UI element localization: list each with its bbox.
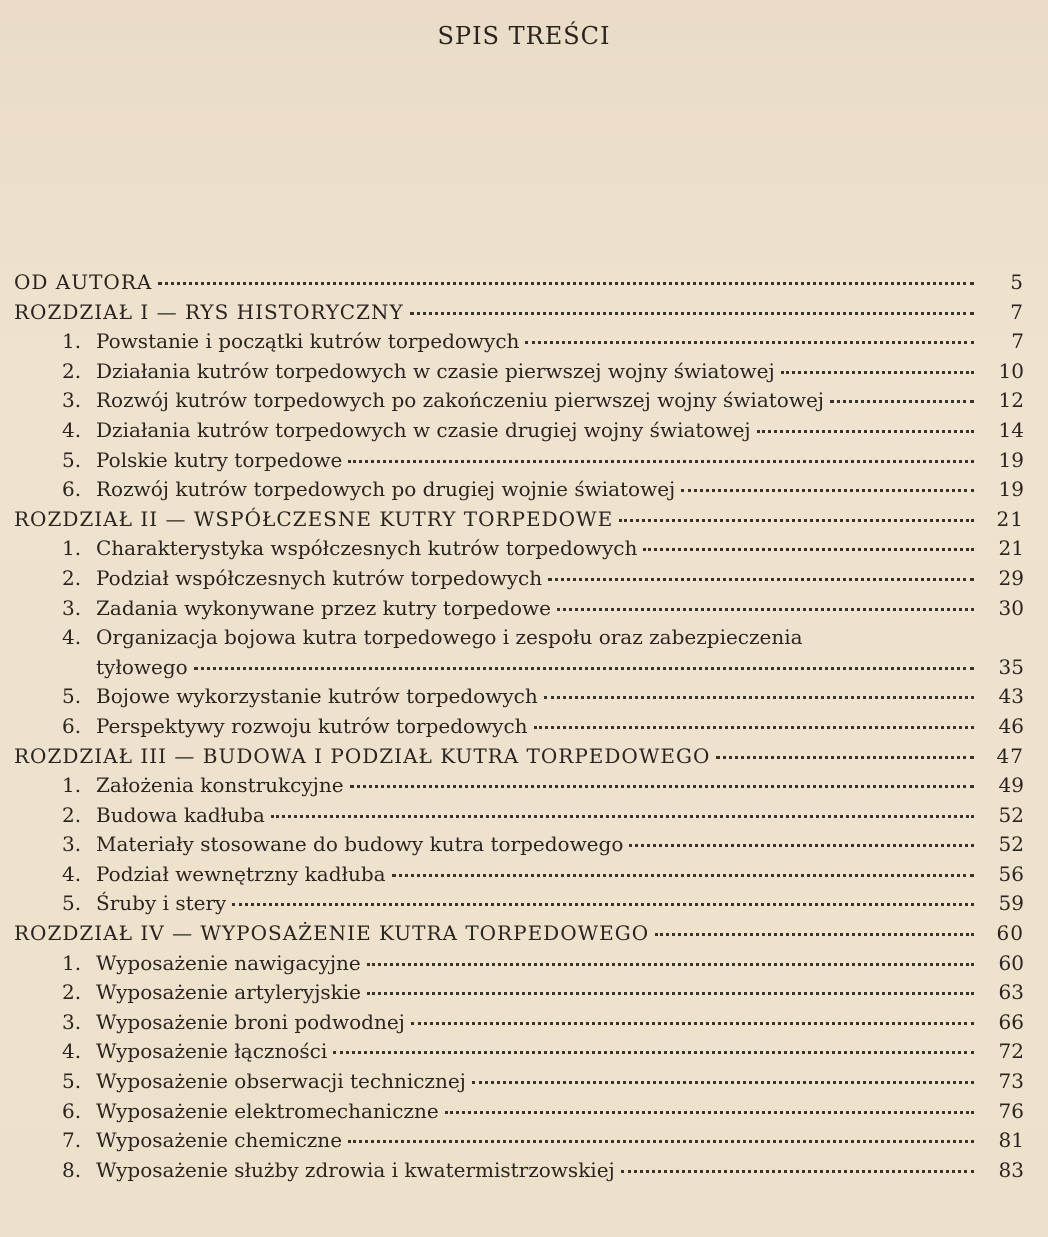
entry-title: Budowa kadłuba: [96, 802, 265, 827]
entry-number: 5.: [62, 891, 82, 916]
dot-leader: [350, 785, 974, 788]
entry-title: Śruby i stery: [96, 891, 227, 916]
entry-title: Wyposażenie elektromechaniczne: [96, 1098, 439, 1123]
dot-leader: [621, 1170, 974, 1173]
toc-entry: [14, 1039, 1024, 1069]
entry-number: 4.: [62, 861, 82, 886]
entry-number: 2.: [62, 565, 82, 590]
dot-leader: [557, 608, 974, 611]
toc-entry: [14, 773, 1024, 803]
entry-page-number: 19: [998, 477, 1024, 502]
entry-title: Działania kutrów torpedowych w czasie pierwszej wojny światowej: [96, 358, 775, 383]
dot-leader: [757, 430, 974, 433]
entry-page-number: 14: [998, 417, 1024, 442]
entry-page-number: 47: [996, 743, 1024, 768]
entry-number: 3.: [62, 832, 82, 857]
entry-title: Podział wewnętrzny kadłuba: [96, 861, 386, 886]
entry-page-number: 52: [998, 832, 1024, 857]
dot-leader: [781, 371, 974, 374]
entry-page-number: 35: [998, 654, 1024, 679]
dot-leader: [472, 1081, 974, 1084]
entry-page-number: 83: [998, 1157, 1024, 1182]
dot-leader: [619, 519, 974, 522]
entry-number: 1.: [62, 536, 82, 561]
entry-page-number: 49: [998, 773, 1024, 798]
entry-title: Założenia konstrukcyjne: [96, 773, 344, 798]
entry-page-number: 59: [998, 891, 1024, 916]
entry-title: Wyposażenie broni podwodnej: [96, 1009, 405, 1034]
entry-title: ROZDZIAŁ III — BUDOWA I PODZIAŁ KUTRA TORPEDOWEGO: [14, 743, 711, 768]
toc-entry: [14, 862, 1024, 892]
toc-chapter: [14, 507, 1024, 537]
entry-number: 7.: [62, 1128, 82, 1153]
entry-page-number: 60: [998, 950, 1024, 975]
entry-page-number: 72: [998, 1039, 1024, 1064]
entry-page-number: 21: [998, 536, 1024, 561]
dot-leader: [232, 903, 974, 906]
entry-page-number: 12: [998, 388, 1024, 413]
toc-entry: [14, 448, 1024, 478]
entry-page-number: 66: [998, 1009, 1024, 1034]
toc-chapter: [14, 300, 1024, 330]
dot-leader: [643, 548, 974, 551]
toc-entry: [14, 803, 1024, 833]
entry-number: 4.: [62, 625, 82, 650]
toc-entry: [14, 596, 1024, 626]
entry-title: Perspektywy rozwoju kutrów torpedowych: [96, 713, 528, 738]
entry-number: 3.: [62, 1009, 82, 1034]
entry-page-number: 7: [1011, 329, 1024, 354]
dot-leader: [348, 460, 974, 463]
entry-number: 4.: [62, 417, 82, 442]
entry-page-number: 63: [998, 980, 1024, 1005]
entry-title: ROZDZIAŁ II — WSPÓŁCZESNE KUTRY TORPEDOWE: [14, 506, 614, 531]
toc-entry: [14, 684, 1024, 714]
entry-title: Wyposażenie nawigacyjne: [96, 950, 361, 975]
dot-leader: [392, 874, 974, 877]
entry-page-number: 43: [998, 684, 1024, 709]
entry-page-number: 46: [998, 713, 1024, 738]
toc-chapter: [14, 270, 1024, 300]
entry-title: ROZDZIAŁ IV — WYPOSAŻENIE KUTRA TORPEDOWEGO: [14, 921, 650, 946]
entry-page-number: 21: [996, 506, 1024, 531]
toc-chapter: [14, 744, 1024, 774]
toc-entry: [14, 477, 1024, 507]
toc-entry: [14, 832, 1024, 862]
table-of-contents: [14, 270, 1024, 1187]
toc-entry: [14, 714, 1024, 744]
entry-number: 2.: [62, 358, 82, 383]
entry-title: Wyposażenie artyleryjskie: [96, 980, 362, 1005]
entry-number: 2.: [62, 802, 82, 827]
entry-page-number: 81: [998, 1128, 1024, 1153]
entry-title: OD AUTORA: [14, 270, 153, 294]
entry-page-number: 73: [998, 1069, 1024, 1094]
entry-number: 8.: [62, 1157, 82, 1182]
toc-entry: [14, 1128, 1024, 1158]
entry-title: Bojowe wykorzystanie kutrów torpedowych: [96, 684, 538, 709]
dot-leader: [655, 933, 974, 936]
entry-page-number: 29: [998, 565, 1024, 590]
toc-entry: [14, 566, 1024, 596]
toc-entry: [14, 1010, 1024, 1040]
entry-page-number: 10: [998, 358, 1024, 383]
dot-leader: [544, 696, 974, 699]
toc-entry: [14, 1099, 1024, 1129]
dot-leader: [333, 1051, 974, 1054]
entry-title: Powstanie i początki kutrów torpedowych: [96, 329, 520, 354]
toc-entry: [14, 951, 1024, 981]
toc-entry: [14, 891, 1024, 921]
entry-page-number: 52: [998, 802, 1024, 827]
toc-entry: [14, 1069, 1024, 1099]
entry-number: 3.: [62, 388, 82, 413]
dot-leader: [411, 1022, 974, 1025]
entry-page-number: 5: [1010, 270, 1024, 294]
toc-entry: [14, 359, 1024, 389]
dot-leader: [681, 489, 974, 492]
dot-leader: [534, 726, 974, 729]
entry-title: Wyposażenie obserwacji technicznej: [96, 1069, 466, 1094]
dot-leader: [367, 963, 974, 966]
page-title: SPIS TREŚCI: [437, 22, 611, 50]
dot-leader: [716, 756, 974, 759]
entry-number: 1.: [62, 329, 82, 354]
entry-number: 5.: [62, 684, 82, 709]
entry-page-number: 30: [998, 595, 1024, 620]
toc-entry-continuation: [14, 655, 1024, 685]
entry-title: Podział współczesnych kutrów torpedowych: [96, 565, 543, 590]
entry-number: 2.: [62, 980, 82, 1005]
entry-title: Wyposażenie chemiczne: [96, 1128, 343, 1153]
dot-leader: [271, 815, 974, 818]
entry-number: 6.: [62, 1098, 82, 1123]
entry-number: 6.: [62, 713, 82, 738]
entry-title: Działania kutrów torpedowych w czasie drugiej wojny światowej: [96, 417, 751, 442]
entry-title: Rozwój kutrów torpedowych po drugiej wojnie światowej: [96, 477, 676, 502]
entry-title: Charakterystyka współczesnych kutrów torpedowych: [96, 536, 638, 561]
toc-entry: [14, 536, 1024, 566]
entry-number: 4.: [62, 1039, 82, 1064]
toc-chapter: [14, 921, 1024, 951]
entry-number: 6.: [62, 477, 82, 502]
dot-leader: [830, 400, 974, 403]
dot-leader: [445, 1111, 974, 1114]
entry-title: Wyposażenie łączności: [96, 1039, 328, 1064]
entry-number: 3.: [62, 595, 82, 620]
toc-entry: [14, 980, 1024, 1010]
dot-leader: [629, 844, 974, 847]
entry-page-number: 7: [1010, 299, 1024, 324]
entry-number: 5.: [62, 1069, 82, 1094]
entry-page-number: 56: [998, 861, 1024, 886]
entry-title: Polskie kutry torpedowe: [96, 447, 343, 472]
entry-page-number: 60: [996, 921, 1024, 946]
entry-page-number: 19: [998, 447, 1024, 472]
dot-leader: [525, 341, 974, 344]
toc-entry: [14, 418, 1024, 448]
dot-leader: [548, 578, 974, 581]
dot-leader: [194, 667, 974, 670]
entry-title: Rozwój kutrów torpedowych po zakończeniu pierwszej wojny światowej: [96, 388, 824, 413]
entry-title: Materiały stosowane do budowy kutra torpedowego: [96, 832, 624, 857]
toc-entry: [14, 1158, 1024, 1188]
toc-entry: [14, 388, 1024, 418]
entry-title: ROZDZIAŁ I — RYS HISTORYCZNY: [14, 299, 404, 324]
toc-entry: [14, 625, 1024, 655]
entry-title: Organizacja bojowa kutra torpedowego i zespołu oraz zabezpieczenia: [96, 625, 803, 650]
entry-number: 1.: [62, 773, 82, 798]
dot-leader: [348, 1140, 974, 1143]
entry-title: Wyposażenie służby zdrowia i kwatermistrzowskiej: [96, 1157, 615, 1182]
entry-number: 1.: [62, 950, 82, 975]
entry-title-continuation: tyłowego: [96, 654, 188, 679]
entry-page-number: 76: [998, 1098, 1024, 1123]
dot-leader: [410, 312, 974, 315]
dot-leader: [158, 282, 974, 285]
dot-leader: [367, 992, 974, 995]
entry-title: Zadania wykonywane przez kutry torpedowe: [96, 595, 551, 620]
toc-entry: [14, 329, 1024, 359]
entry-number: 5.: [62, 447, 82, 472]
